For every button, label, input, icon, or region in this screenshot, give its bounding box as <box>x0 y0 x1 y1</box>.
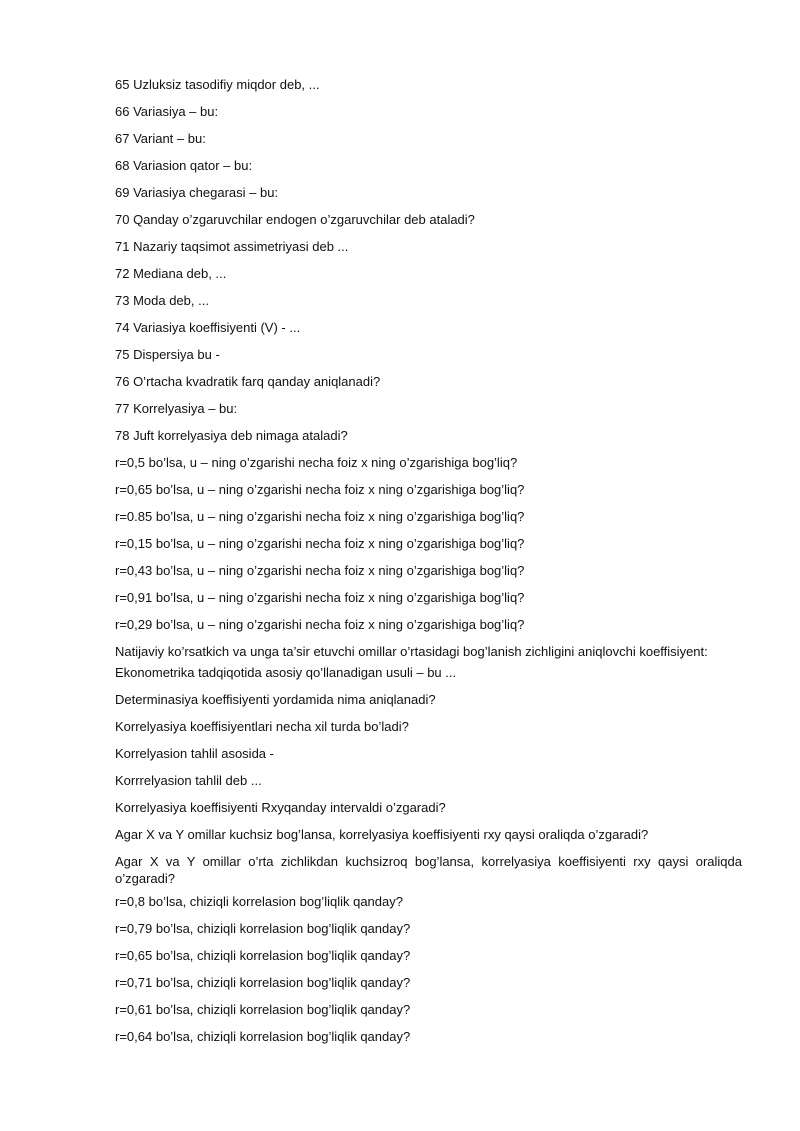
question-line: Agar X va Y omillar o’rta zichlikdan kuchsizroq bog’lansa, korrelyasiya koeffisiyenti rxy qaysi oraliqda o’zgaradi? <box>115 854 742 886</box>
question-line: 77 Korrelyasiya – bu: <box>115 401 238 416</box>
question-line: r=0,43 bo’lsa, u – ning o’zgarishi necha foiz x ning o’zgarishiga bog’liq? <box>115 563 525 578</box>
question-line: Korrelyasiya koeffisiyentlari necha xil turda bo’ladi? <box>115 719 409 734</box>
question-line: r=0,91 bo’lsa, u – ning o’zgarishi necha foiz x ning o’zgarishiga bog’liq? <box>115 590 525 605</box>
question-line: r=0,61 bo’lsa, chiziqli korrelasion bog’liqlik qanday? <box>115 1002 411 1017</box>
question-line: r=0,8 bo’lsa, chiziqli korrelasion bog’liqlik qanday? <box>115 894 403 909</box>
question-line: r=0,29 bo’lsa, u – ning o’zgarishi necha foiz x ning o’zgarishiga bog’liq? <box>115 617 525 632</box>
question-line: 68 Variasion qator – bu: <box>115 158 253 173</box>
question-line: r=0.85 bo’lsa, u – ning o’zgarishi necha foiz x ning o’zgarishiga bog’liq? <box>115 509 525 524</box>
question-line: Determinasiya koeffisiyenti yordamida nima aniqlanadi? <box>115 692 436 707</box>
question-line: 66 Variasiya – bu: <box>115 104 219 119</box>
question-line: r=0,65 bo’lsa, u – ning o’zgarishi necha foiz x ning o’zgarishiga bog’liq? <box>115 482 525 497</box>
question-line: Korrelyasion tahlil asosida - <box>115 746 274 761</box>
question-line: 73 Moda deb, ... <box>115 293 209 308</box>
question-line: 74 Variasiya koeffisiyenti (V) - ... <box>115 320 301 335</box>
question-line: 67 Variant – bu: <box>115 131 206 146</box>
question-line: 65 Uzluksiz tasodifiy miqdor deb, ... <box>115 77 320 92</box>
question-line: 70 Qanday o’zgaruvchilar endogen o’zgaruvchilar deb ataladi? <box>115 212 475 227</box>
question-line: 69 Variasiya chegarasi – bu: <box>115 185 279 200</box>
question-line: Korrelyasiya koeffisiyenti Rxyqanday intervaldi o’zgaradi? <box>115 800 446 815</box>
question-line: r=0,5 bo’lsa, u – ning o’zgarishi necha foiz x ning o’zgarishiga bog’liq? <box>115 455 518 470</box>
question-line: Korrrelyasion tahlil deb ... <box>115 773 262 788</box>
question-line: 75 Dispersiya bu - <box>115 347 220 362</box>
question-line: r=0,64 bo’lsa, chiziqli korrelasion bog’liqlik qanday? <box>115 1029 411 1044</box>
question-line: 76 O’rtacha kvadratik farq qanday aniqlanadi? <box>115 374 381 389</box>
question-line: r=0,79 bo’lsa, chiziqli korrelasion bog’liqlik qanday? <box>115 921 411 936</box>
question-line: Agar X va Y omillar kuchsiz bog’lansa, korrelyasiya koeffisiyenti rxy qaysi oraliqda o’zgaradi? <box>115 827 649 842</box>
question-line: r=0,71 bo’lsa, chiziqli korrelasion bog’liqlik qanday? <box>115 975 411 990</box>
question-line: 72 Mediana deb, ... <box>115 266 227 281</box>
question-line: r=0,65 bo’lsa, chiziqli korrelasion bog’liqlik qanday? <box>115 948 411 963</box>
question-list <box>115 76 742 1055</box>
question-line: Ekonometrika tadqiqotida asosiy qo’llanadigan usuli – bu ... <box>115 665 457 680</box>
question-line: 71 Nazariy taqsimot assimetriyasi deb ... <box>115 239 349 254</box>
question-line: 78 Juft korrelyasiya deb nimaga ataladi? <box>115 428 348 443</box>
question-line: Natijaviy ko’rsatkich va unga ta’sir etuvchi omillar o’rtasidagi bog’lanish zichligini aniqlovchi koeffisiyent: <box>115 644 708 659</box>
question-line: r=0,15 bo’lsa, u – ning o’zgarishi necha foiz x ning o’zgarishiga bog’liq? <box>115 536 525 551</box>
